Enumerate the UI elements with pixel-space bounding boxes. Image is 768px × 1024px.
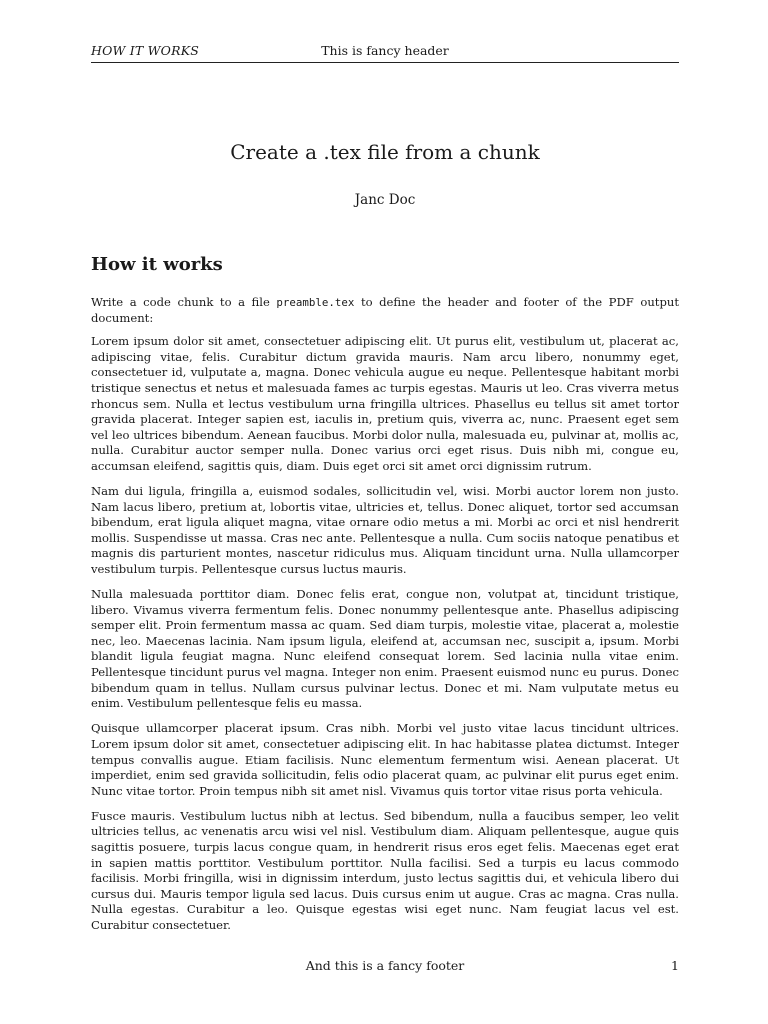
body-paragraph: Nulla malesuada porttitor diam. Donec felis erat, congue non, volutpat at, tincidunt tristique, libero. Vivamus viverra fermentum felis. Donec nonummy pellentesque ante. Phasellus adipiscing semper elit. Proin fermentum massa ac quam. Sed diam turpis, molestie vitae, placerat a, molestie nec, leo. Maecenas lacinia. Nam ipsum ligula, eleifend at, accumsan nec, suscipit a, ipsum. Morbi blandit ligula feugiat magna. Nunc eleifend consequat lorem. Sed lacinia nulla vitae enim. Pellentesque tincidunt purus vel magna. Integer non enim. Praesent euismod nunc eu purus. Donec bibendum quam in tellus. Nullam cursus pulvinar lectus. Donec et mi. Nam vulputate metus eu enim. Vestibulum pellentesque felis eu massa. xyxy=(91,587,679,711)
page-header xyxy=(91,42,679,63)
body-paragraph: Nam dui ligula, fringilla a, euismod sodales, sollicitudin vel, wisi. Morbi auctor lorem non justo. Nam lacus libero, pretium at, lobortis vitae, ultricies et, tellus. Donec aliquet, tortor sed accumsan bibendum, erat ligula aliquet magna, vitae ornare odio metus a mi. Morbi ac orci et nisl hendrerit mollis. Suspendisse ut massa. Cras nec ante. Pellentesque a nulla. Cum sociis natoque penatibus et magnis dis parturient montes, nascetur ridiculus mus. Aliquam tincidunt urna. Nulla ullamcorper vestibulum turpis. Pellentesque cursus luctus mauris. xyxy=(91,484,679,576)
section-body xyxy=(91,295,679,940)
intro-text-after: to define the header and footer of the PDF output document: xyxy=(91,295,679,325)
body-paragraph: Lorem ipsum dolor sit amet, consectetuer adipiscing elit. Ut purus elit, vestibulum ut, placerat ac, adipiscing vitae, felis. Curabitur dictum gravida mauris. Nam arcu libero, nonummy eget, consectetuer id, vulputate a, magna. Donec vehicula augue eu neque. Pellentesque habitant morbi tristique senectus et netus et malesuada fames ac turpis egestas. Mauris ut leo. Cras viverra metus rhoncus sem. Nulla et lectus vestibulum urna fringilla ultrices. Phasellus eu tellus sit amet tortor gravida placerat. Integer sapien est, iaculis in, pretium quis, viverra ac, nunc. Praesent eget sem vel leo ultrices bibendum. Aenean faucibus. Morbi dolor nulla, malesuada eu, pulvinar at, mollis ac, nulla. Curabitur auctor semper nulla. Donec varius orci eget risus. Duis nibh mi, congue eu, accumsan eleifend, sagittis quis, diam. Duis eget orci sit amet orci dignissim rutrum. xyxy=(91,334,679,473)
header-left-text: HOW IT WORKS xyxy=(91,43,200,58)
body-paragraph: Fusce mauris. Vestibulum luctus nibh at lectus. Sed bibendum, nulla a faucibus semper, leo velit ultricies tellus, ac venenatis arcu wisi vel nisl. Vestibulum diam. Aliquam pellentesque, augue quis sagittis posuere, turpis lacus congue quam, in hendrerit risus eros eget felis. Maecenas eget erat in sapien mattis porttitor. Vestibulum porttitor. Nulla facilisi. Sed a turpis eu lacus commodo facilisis. Morbi fringilla, wisi in dignissim interdum, justo lectus sagittis dui, et vehicula libero dui cursus dui. Mauris tempor ligula sed lacus. Duis cursus enim ut augue. Cras ac magna. Cras nulla. Nulla egestas. Curabitur a leo. Quisque egestas wisi eget nunc. Nam feugiat lacus vel est. Curabitur consectetuer. xyxy=(91,808,679,932)
intro-paragraph xyxy=(91,295,679,326)
body-text-area xyxy=(91,295,679,940)
footer-center-text: And this is a fancy footer xyxy=(305,958,465,973)
document-page xyxy=(91,0,679,1024)
inline-code: preamble.tex xyxy=(276,296,355,309)
page-number: 1 xyxy=(671,958,679,973)
intro-text-before: Write a code chunk to a file xyxy=(91,295,277,309)
document-title: Create a .tex file from a chunk xyxy=(230,140,540,164)
section-heading: How it works xyxy=(91,254,223,275)
body-paragraph: Quisque ullamcorper placerat ipsum. Cras nibh. Morbi vel justo vitae lacus tincidunt ultrices. Lorem ipsum dolor sit amet, consectetuer adipiscing elit. In hac habitasse platea dictumst. Integer tempus convallis augue. Etiam facilisis. Nunc elementum fermentum wisi. Aenean placerat. Ut imperdiet, enim sed gravida sollicitudin, felis odio placerat quam, ac pulvinar elit purus eget enim. Nunc vitae tortor. Proin tempus nibh sit amet nisl. Vivamus quis tortor vitae risus porta vehicula. xyxy=(91,721,679,798)
header-center-text: This is fancy header xyxy=(321,43,449,58)
document-author: Janc Doc xyxy=(354,192,416,208)
